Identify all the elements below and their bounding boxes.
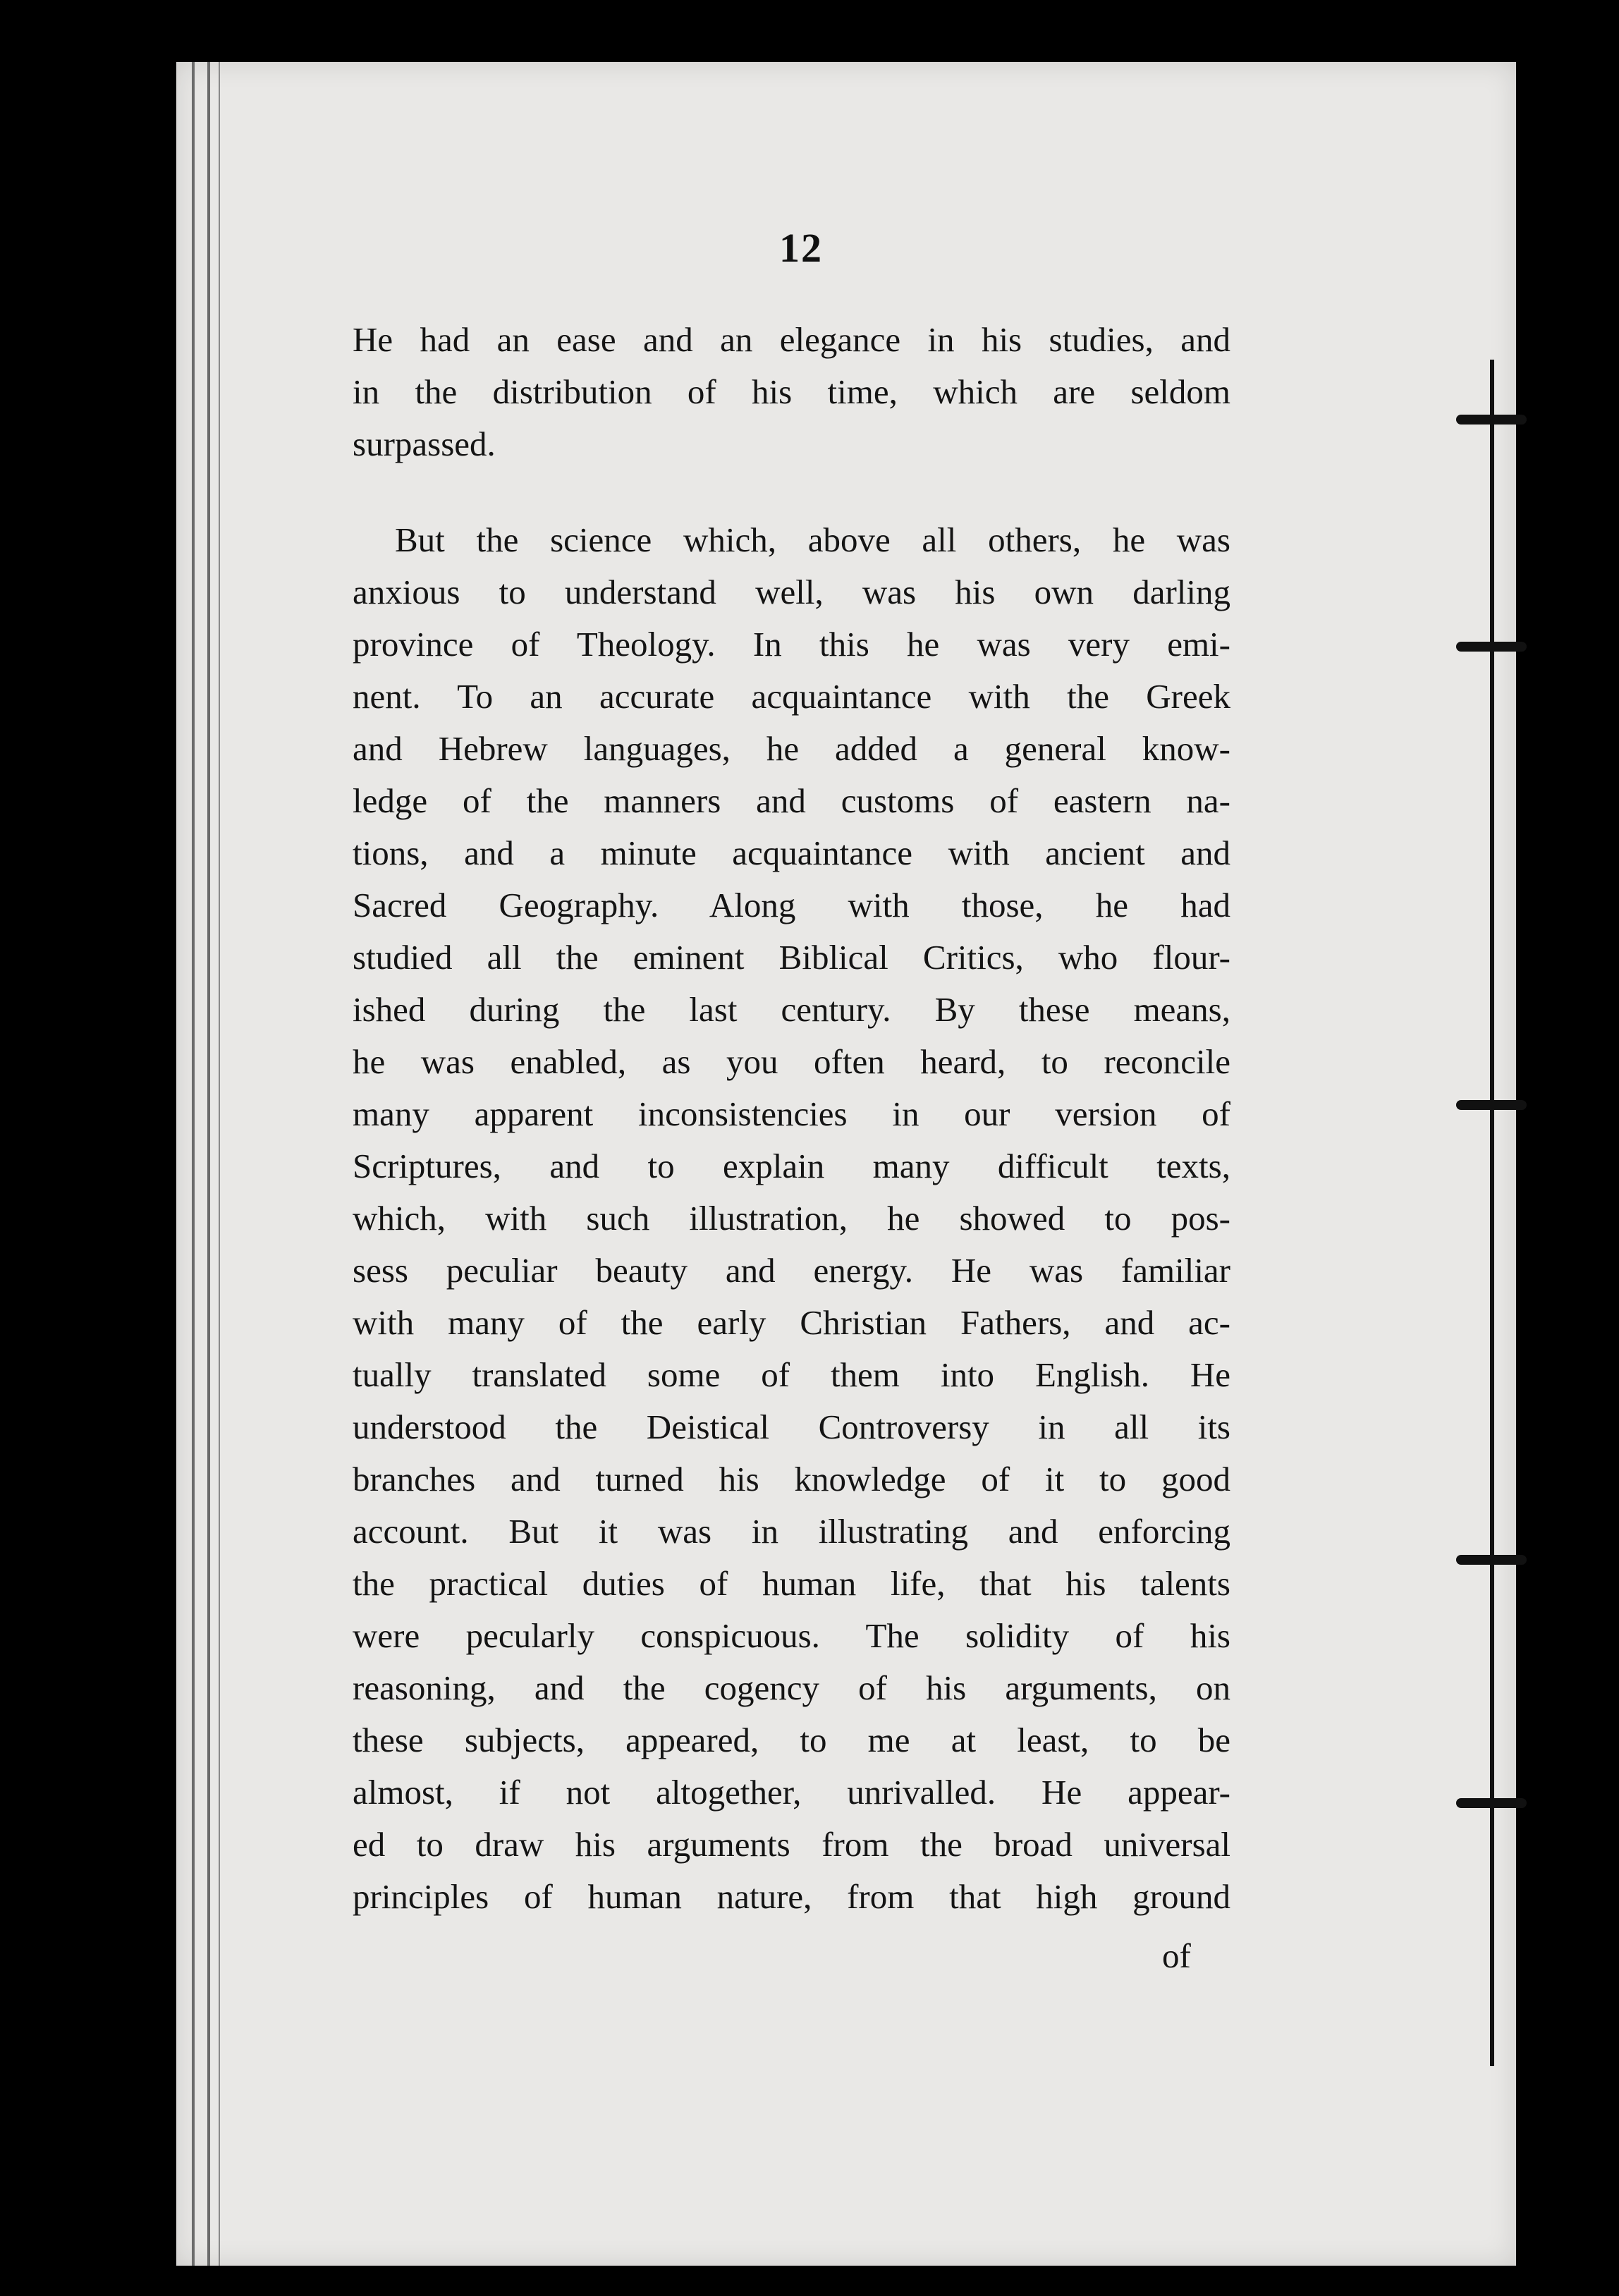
text-line: principles of human nature, from that high ground xyxy=(353,1877,1230,1916)
text-line: ledge of the manners and customs of eastern na- xyxy=(353,781,1230,820)
text-line: which, with such illustration, he showed to pos- xyxy=(353,1199,1230,1238)
text-line: the practical duties of human life, that his talents xyxy=(353,1564,1230,1603)
text-line: But the science which, above all others, he was xyxy=(395,520,1230,559)
binding-stitch xyxy=(1456,1100,1527,1110)
text-line: nent. To an accurate acquaintance with the Greek xyxy=(353,677,1230,716)
text-line: ed to draw his arguments from the broad universal xyxy=(353,1825,1230,1864)
text-line: tions, and a minute acquaintance with ancient and xyxy=(353,833,1230,872)
binding-stitch xyxy=(1456,642,1527,652)
text-line: surpassed. xyxy=(353,425,496,463)
text-line: branches and turned his knowledge of it to good xyxy=(353,1460,1230,1498)
page-edge-line xyxy=(207,62,210,2266)
paragraph-gap xyxy=(353,470,1230,514)
binding-stitch xyxy=(1456,1555,1527,1565)
text-line: almost, if not altogether, unrivalled. He appear- xyxy=(353,1773,1230,1812)
binding-stitch xyxy=(1456,1798,1527,1808)
text-line: reasoning, and the cogency of his arguments, on xyxy=(353,1668,1230,1707)
binding-spine xyxy=(1477,92,1505,2066)
binding-stitch xyxy=(1456,415,1527,425)
text-line: Scriptures, and to explain many difficult texts, xyxy=(353,1147,1230,1185)
text-line: understood the Deistical Controversy in all its xyxy=(353,1407,1230,1446)
text-line: anxious to understand well, was his own darling xyxy=(353,573,1230,611)
catchword: of xyxy=(1162,1936,1191,1975)
page-number: 12 xyxy=(779,225,823,271)
text-line: and Hebrew languages, he added a general know- xyxy=(353,729,1230,768)
text-line: many apparent inconsistencies in our version of xyxy=(353,1094,1230,1133)
paragraph xyxy=(353,314,1230,470)
paragraph xyxy=(353,514,1230,1923)
text-line: with many of the early Christian Fathers, and ac- xyxy=(353,1303,1230,1342)
text-line: tually translated some of them into English. He xyxy=(353,1355,1230,1394)
text-line: He had an ease and an elegance in his studies, and xyxy=(353,320,1230,359)
page-edge-line xyxy=(219,62,220,2266)
text-line: sess peculiar beauty and energy. He was familiar xyxy=(353,1251,1230,1290)
text-line: he was enabled, as you often heard, to reconcile xyxy=(353,1042,1230,1081)
binding-thread xyxy=(1490,360,1494,2066)
body-text xyxy=(353,314,1230,1923)
text-line: ished during the last century. By these means, xyxy=(353,990,1230,1029)
text-line: Sacred Geography. Along with those, he had xyxy=(353,886,1230,924)
text-line: were pecularly conspicuous. The solidity of his xyxy=(353,1616,1230,1655)
text-line: these subjects, appeared, to me at least, to be xyxy=(353,1721,1230,1759)
text-line: studied all the eminent Biblical Critics, who flour- xyxy=(353,938,1230,977)
text-line: province of Theology. In this he was very emi- xyxy=(353,625,1230,664)
text-line: account. But it was in illustrating and enforcing xyxy=(353,1512,1230,1551)
page-edge-line xyxy=(192,62,195,2266)
text-line: in the distribution of his time, which are seldom xyxy=(353,372,1230,411)
